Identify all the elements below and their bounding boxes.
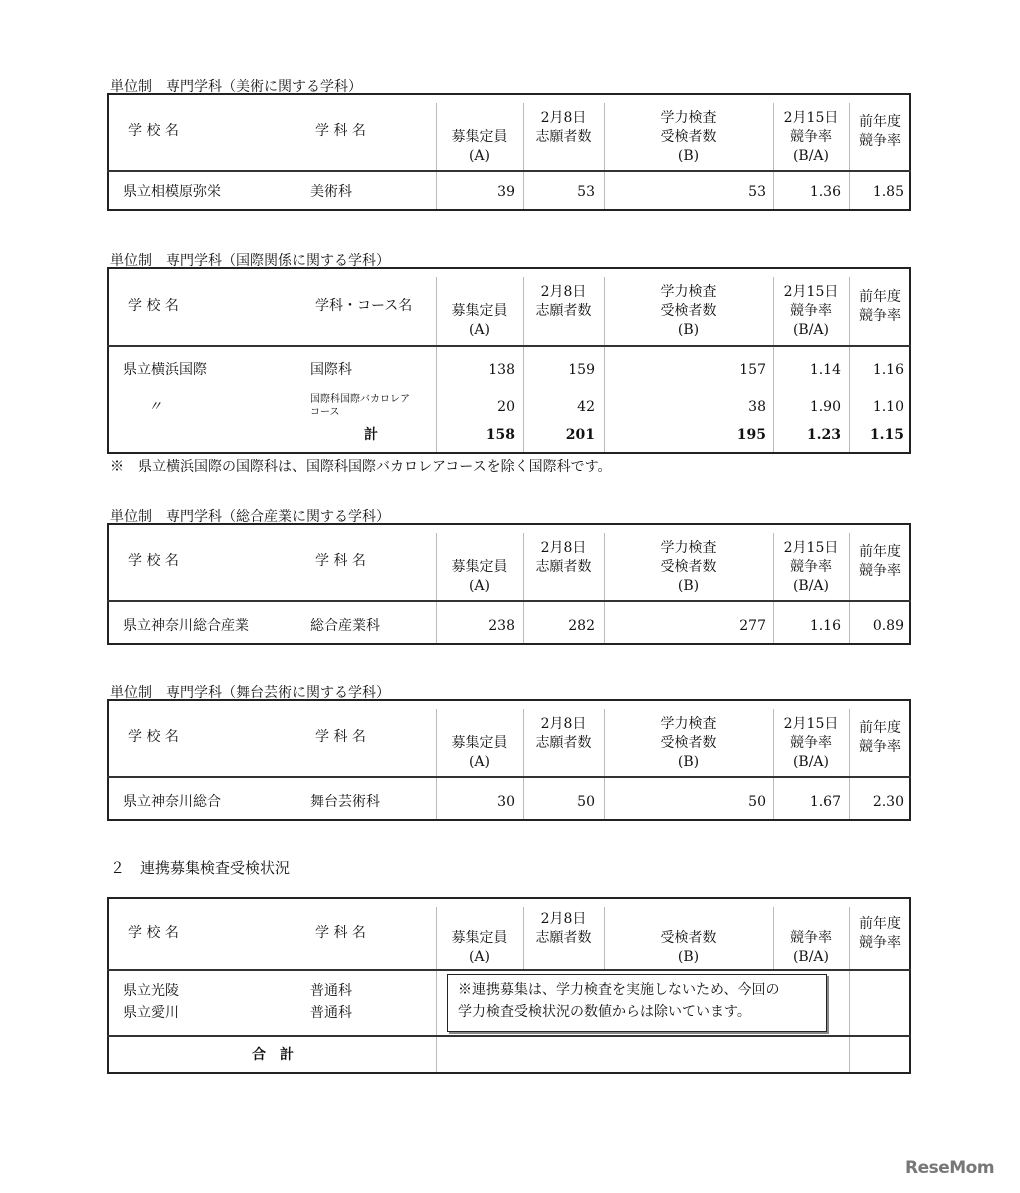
row-dept: 総合産業科 [310, 618, 380, 634]
row-value: 1.85 [872, 184, 904, 200]
total-divider [107, 1035, 911, 1037]
header-col-4: 学力検査 受検者数 (B) [660, 109, 717, 164]
header-col-6: 前年度 競争率 [859, 114, 901, 149]
table-caption: 単位制 専門学科（美術に関する学科） [110, 79, 362, 95]
header-school: 学 校 名 [128, 297, 179, 314]
row-value: 1.36 [809, 184, 841, 200]
row-value: 50 [577, 794, 595, 810]
row-school: 県立愛川 [123, 1005, 179, 1021]
row-value: 282 [568, 618, 595, 634]
header-col-4: 学力検査 受検者数 (B) [660, 539, 717, 594]
header-col-4: 受検者数 (B) [660, 930, 717, 965]
row-school: 〃 [148, 399, 162, 415]
header-dept: 学 科 名 [315, 729, 366, 745]
row-value: 30 [497, 794, 515, 810]
row-value: 201 [565, 427, 595, 443]
row-dept: 舞台芸術科 [310, 794, 380, 810]
header-col-5: 2月15日 競争率 (B/A) [783, 284, 839, 338]
table-caption: 単位制 専門学科（舞台芸術に関する学科） [110, 685, 390, 701]
header-school: 学 校 名 [128, 729, 179, 745]
header-col-4: 学力検査 受検者数 (B) [660, 715, 717, 770]
row-value: 1.16 [872, 362, 904, 378]
notice-box: ※連携募集は、学力検査を実施しないため、今回の 学力検査受検状況の数値からは除いています。 [447, 974, 827, 1032]
header-col-5: 2月15日 競争率 (B/A) [783, 109, 839, 164]
header-col-2: 募集定員 (A) [451, 734, 508, 770]
row-dept: 普通科 [310, 1005, 352, 1021]
row-value: 39 [497, 184, 515, 200]
row-dept: 美術科 [310, 184, 352, 200]
header-dept: 学 科 名 [315, 123, 366, 139]
row-value: 53 [577, 184, 595, 200]
header-col-6: 前年度 競争率 [859, 720, 901, 755]
header-divider [107, 345, 911, 347]
row-school: 県立横浜国際 [123, 362, 207, 378]
header-dept: 学科・コース名 [315, 297, 413, 314]
header-divider [107, 776, 911, 778]
header-dept: 学 科 名 [315, 553, 366, 569]
header-col-2: 募集定員 (A) [451, 303, 508, 338]
row-school: 県立光陵 [123, 983, 179, 999]
header-col-2: 募集定員 (A) [451, 128, 508, 164]
row-school: 県立神奈川総合産業 [123, 618, 249, 634]
row-value: 1.67 [809, 794, 841, 810]
header-col-3: 2月8日 志願者数 [535, 715, 592, 751]
row-value: 2.30 [872, 794, 904, 810]
header-col-3: 2月8日 志願者数 [535, 109, 592, 145]
row-total-label: 計 [364, 427, 378, 443]
row-value: 50 [748, 794, 766, 810]
header-col-6: 前年度 競争率 [859, 544, 901, 579]
row-value: 159 [568, 362, 595, 378]
header-col-4: 学力検査 受検者数 (B) [660, 284, 717, 338]
header-col-2: 募集定員 (A) [451, 558, 508, 594]
header-col-3: 2月8日 志願者数 [535, 911, 592, 946]
row-dept: 国際科国際バカロレア コース [310, 394, 410, 418]
row-value: 238 [488, 618, 515, 634]
row-value: 1.10 [872, 399, 904, 415]
header-col-5: 2月15日 競争率 (B/A) [783, 539, 839, 594]
table-caption: 単位制 専門学科（総合産業に関する学科） [110, 509, 390, 525]
row-dept: 普通科 [310, 983, 352, 999]
row-value: 195 [736, 427, 766, 443]
header-col-3: 2月8日 志願者数 [535, 539, 592, 575]
row-value: 1.15 [869, 427, 904, 443]
header-divider [107, 969, 911, 971]
row-value: 38 [748, 399, 766, 415]
row-value: 42 [577, 399, 595, 415]
row-value: 53 [748, 184, 766, 200]
row-school: 県立神奈川総合 [123, 794, 221, 810]
header-divider [107, 600, 911, 602]
section-heading: ２ 連携募集検査受検状況 [110, 859, 291, 877]
row-value: 158 [485, 427, 515, 443]
row-value: 1.16 [809, 618, 841, 634]
table-note: ※ 県立横浜国際の国際科は、国際科国際バカロレアコースを除く国際科です。 [110, 459, 612, 475]
row-value: 138 [488, 362, 515, 378]
row-value: 157 [739, 362, 766, 378]
header-col-5: 競争率 (B/A) [790, 930, 832, 965]
header-col-3: 2月8日 志願者数 [535, 284, 592, 319]
header-col-2: 募集定員 (A) [451, 930, 508, 965]
row-school: 県立相模原弥栄 [123, 184, 221, 200]
row-value: 1.23 [806, 427, 841, 443]
row-value: 1.14 [809, 362, 841, 378]
column-divider [849, 970, 850, 1072]
row-value: 1.90 [809, 399, 841, 415]
total-label: 合 計 [252, 1047, 294, 1063]
row-value: 277 [739, 618, 766, 634]
header-school: 学 校 名 [128, 924, 179, 941]
header-col-5: 2月15日 競争率 (B/A) [783, 715, 839, 770]
header-dept: 学 科 名 [315, 924, 366, 941]
header-col-6: 前年度 競争率 [859, 288, 901, 324]
header-col-6: 前年度 競争率 [859, 915, 901, 951]
row-value: 0.89 [872, 618, 904, 634]
row-value: 20 [497, 399, 515, 415]
row-dept: 国際科 [310, 362, 352, 378]
table-caption: 単位制 専門学科（国際関係に関する学科） [110, 253, 390, 269]
resemom-logo: ReseMom [905, 1158, 995, 1178]
header-divider [107, 170, 911, 172]
header-school: 学 校 名 [128, 553, 179, 569]
header-school: 学 校 名 [128, 123, 179, 139]
